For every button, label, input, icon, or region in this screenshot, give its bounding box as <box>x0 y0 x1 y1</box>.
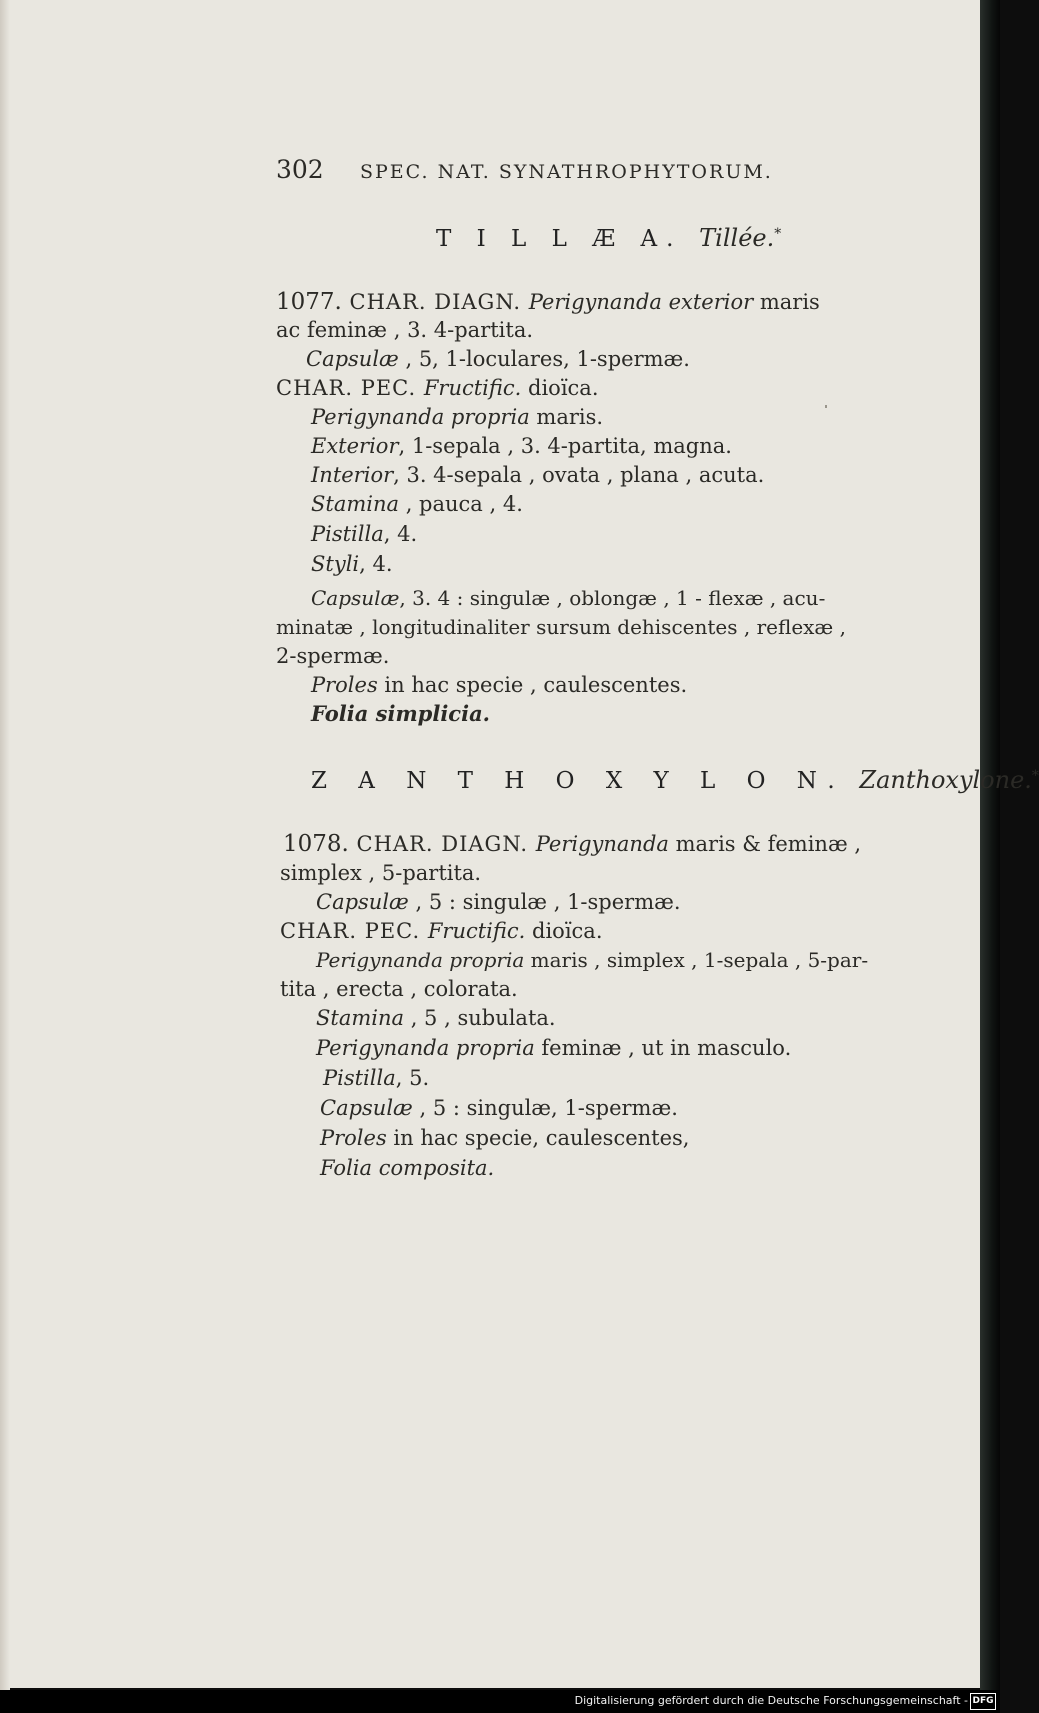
genus-french-name: Tillée. <box>699 224 775 252</box>
dfg-logo: DFG <box>970 1693 996 1710</box>
running-title: SPEC. NAT. SYNATHROPHYTORUM. <box>360 161 773 183</box>
italic-term: Capsulæ <box>316 890 409 914</box>
genus-heading-zanthoxylon <box>311 764 1039 793</box>
text-run: in hac specie, caulescentes, <box>386 1126 690 1150</box>
entry-line <box>276 615 846 639</box>
entry-line <box>276 644 389 668</box>
entry-line <box>316 1036 791 1060</box>
entry-line <box>323 1066 429 1090</box>
entry-line <box>283 832 861 856</box>
text-run: , 3. 4 : singulæ , oblongæ , 1 - flexæ , acu- <box>399 586 826 610</box>
entry-line <box>276 318 533 342</box>
text-run: , 5 : singulæ , 1-spermæ. <box>408 890 681 914</box>
entry-line <box>320 1096 678 1120</box>
italic-term: Styli <box>311 552 360 576</box>
digitization-footer <box>0 1690 1000 1713</box>
text-run: maris , simplex , 1-sepala , 5-par- <box>524 948 869 972</box>
entry-line <box>280 861 481 885</box>
text-run: , 5. <box>395 1066 430 1090</box>
entry-line <box>311 492 523 516</box>
text-run: dioïca. <box>525 919 603 943</box>
italic-term: Perigynanda propria <box>316 948 525 972</box>
text-run: feminæ , ut in masculo. <box>534 1036 792 1060</box>
entry-line <box>276 290 820 314</box>
genus-heading-tillaea <box>436 222 781 251</box>
text-run: , 5, 1-loculares, 1-spermæ. <box>398 347 690 371</box>
text-run: in hac specie , caulescentes. <box>377 673 688 697</box>
entry-line <box>320 1126 689 1150</box>
italic-term: Pistilla <box>311 522 384 546</box>
italic-term: Folia simplicia. <box>311 701 490 726</box>
entry-line <box>311 522 417 546</box>
entry-line <box>316 948 868 972</box>
asterisk-mark: * <box>1031 768 1039 784</box>
char-pec-label: CHAR. PEC. <box>276 376 424 400</box>
italic-term: Perigynanda exterior <box>528 290 754 314</box>
funding-credit: Digitalisierung gefördert durch die Deutsche Forschungsgemeinschaft - <box>574 1694 968 1707</box>
char-pec-label: CHAR. PEC. <box>280 919 428 943</box>
text-run: , 5 : singulæ, 1-spermæ. <box>412 1096 678 1120</box>
italic-term: Fructific. <box>423 376 522 400</box>
entry-line <box>316 1006 556 1030</box>
entry-line <box>311 552 393 576</box>
italic-term: Capsulæ <box>311 586 400 610</box>
genus-name: T I L L Æ A. <box>436 226 683 252</box>
entry-number: 1077. <box>276 289 342 315</box>
entry-line <box>311 434 732 458</box>
entry-line <box>311 702 490 726</box>
genus-name: Z A N T H O X Y L O N. <box>311 768 847 794</box>
text-run: minatæ , longitudinaliter sursum dehiscentes , reflexæ , <box>276 615 846 639</box>
entry-line <box>311 463 764 487</box>
text-run: dioïca. <box>521 376 599 400</box>
page-left-edge <box>0 0 10 1690</box>
italic-term: Stamina <box>311 492 400 516</box>
italic-term: Interior <box>311 463 394 487</box>
text-run: tita , erecta , colorata. <box>280 977 518 1001</box>
text-run: 2-spermæ. <box>276 644 390 668</box>
text-run: maris <box>753 290 820 314</box>
italic-term: Folia composita. <box>320 1156 495 1180</box>
entry-line <box>320 1156 494 1180</box>
italic-term: Perigynanda <box>535 832 669 856</box>
italic-term: Pistilla <box>323 1066 396 1090</box>
entry-line <box>306 347 690 371</box>
text-run: maris. <box>529 405 604 429</box>
paper-speck <box>825 405 827 408</box>
italic-term: Capsulæ <box>320 1096 413 1120</box>
char-diagn-label: CHAR. DIAGN. <box>348 832 536 856</box>
italic-term: Fructific. <box>427 919 526 943</box>
italic-term: Proles <box>311 673 378 697</box>
italic-term: Exterior <box>311 434 399 458</box>
text-run: , 4. <box>383 522 418 546</box>
entry-line <box>280 977 518 1001</box>
text-run: , 5 , subulata. <box>404 1006 556 1030</box>
genus-french-name: Zanthoxylone. <box>859 766 1032 794</box>
text-run: maris & feminæ , <box>668 832 862 856</box>
italic-term: Stamina <box>316 1006 405 1030</box>
text-run: , 4. <box>359 552 393 576</box>
entry-line <box>311 586 825 610</box>
entry-number: 1078. <box>283 831 349 857</box>
entry-line <box>280 919 603 943</box>
page-number: 302 <box>276 155 324 184</box>
text-run: ac feminæ , 3. 4-partita. <box>276 318 534 342</box>
entry-line <box>311 673 687 697</box>
italic-term: Capsulæ <box>306 347 399 371</box>
entry-line <box>276 376 599 400</box>
char-diagn-label: CHAR. DIAGN. <box>341 290 529 314</box>
italic-term: Proles <box>320 1126 387 1150</box>
asterisk-mark: * <box>774 226 782 242</box>
text-run: , pauca , 4. <box>399 492 523 516</box>
text-run: simplex , 5-partita. <box>280 861 482 885</box>
italic-term: Perigynanda propria <box>311 405 530 429</box>
entry-line <box>316 890 681 914</box>
text-run: , 1-sepala , 3. 4-partita, magna. <box>398 434 732 458</box>
text-run: , 3. 4-sepala , ovata , plana , acuta. <box>393 463 765 487</box>
book-spine-edge <box>980 0 1000 1690</box>
italic-term: Perigynanda propria <box>316 1036 535 1060</box>
entry-line <box>311 405 603 429</box>
